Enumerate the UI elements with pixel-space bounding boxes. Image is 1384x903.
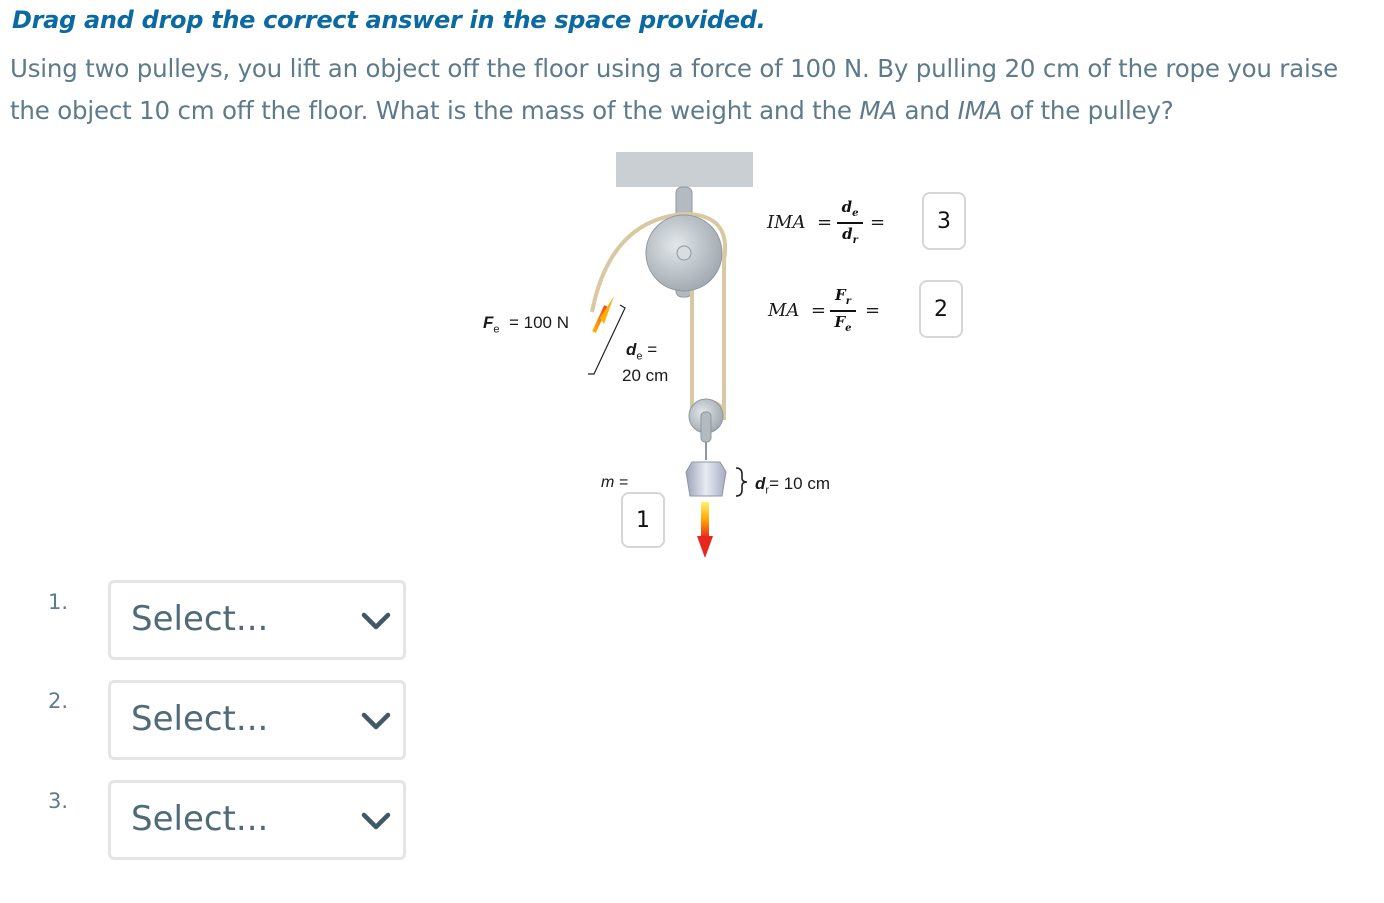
answer-select-3[interactable]: [108, 780, 406, 860]
item-number-3: 3.: [48, 789, 69, 813]
ima-equals: =: [870, 212, 886, 233]
ma-denominator: $F_e$: [834, 313, 852, 334]
chevron-down-icon: [361, 611, 391, 631]
effort-distance-label: $d_e$ = 20 cm: [622, 340, 669, 386]
ima-formula-label: IMA =: [767, 212, 833, 233]
question-text: Using two pulleys, you lift an object off the floor using a force of 100 N. By pulling 20 cm of the rope you raise the object 10 cm off the floor. What is the mass of the weight and the MA and IMA of the pulley?: [10, 54, 1339, 125]
effort-force-label: $F_e = 100$ N: [483, 313, 569, 336]
mass-answer-box[interactable]: 1: [621, 492, 665, 548]
answer-select-2-value: Select...: [131, 699, 269, 739]
ma-numerator: $F_r$: [835, 286, 851, 307]
ma-formula-label: MA =: [768, 300, 826, 321]
answer-select-1[interactable]: [108, 580, 406, 660]
resistance-distance-label: $d_r= 10$ cm: [755, 474, 831, 497]
answer-select-2[interactable]: [108, 680, 406, 760]
gravity-arrow-shaft: [701, 502, 709, 538]
answer-select-3-value: Select...: [131, 799, 269, 839]
ima-denominator: $d_r$: [842, 225, 858, 246]
ma-answer-box[interactable]: 2: [919, 280, 963, 338]
chevron-down-icon: [361, 711, 391, 731]
instruction-heading: Drag and drop the correct answer in the space provided.: [12, 6, 766, 34]
ima-answer-box[interactable]: 3: [922, 192, 966, 250]
mass-label: m =: [601, 474, 629, 491]
pulley-diagram: [470, 150, 990, 570]
dr-brace: [736, 468, 747, 496]
weight-block: [686, 462, 726, 496]
ma-equals: =: [865, 300, 881, 321]
ima-numerator: $d_e$: [841, 198, 859, 219]
ceiling-beam: [616, 152, 753, 187]
item-number-2: 2.: [48, 689, 69, 713]
item-number-1: 1.: [48, 590, 69, 614]
pulley-figure: [470, 150, 990, 570]
ma-fraction-bar: [830, 310, 856, 312]
answer-select-1-value: Select...: [131, 599, 269, 639]
gravity-arrow-head: [697, 536, 713, 558]
ima-fraction-bar: [837, 222, 863, 224]
chevron-down-icon: [361, 811, 391, 831]
